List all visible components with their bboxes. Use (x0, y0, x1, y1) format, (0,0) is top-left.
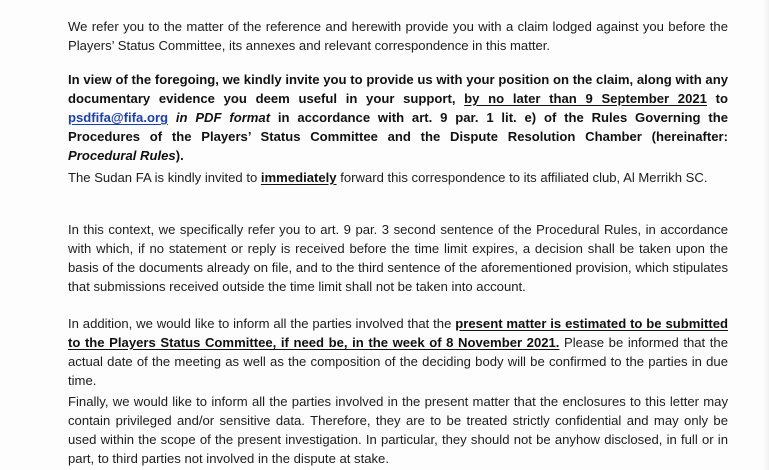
paragraph-procedural-rules-text: In this context, we specifically refer you to art. 9 par. 3 second sentence of the Procedural Rules, in accordance with which, if no statement or reply is received before the time limit expires, a decision shall be taken upon the basis of the documents already on file, and to the third sentence of the aforementioned provision, which stipulates that submissions received outside the time limit shall not be taken into account. (68, 222, 728, 294)
paragraph-confidentiality (68, 392, 728, 468)
paragraph-procedural-rules (68, 220, 728, 296)
invitation-intro: In view of the foregoing, we kindly invite you to provide us with your position on the claim, along with any documentary evidence you deem useful in your support, (68, 72, 728, 106)
immediately-text: immediately (260, 170, 337, 185)
invitation-rules: in accordance with art. 9 par. 1 lit. e) of the Rules Governing the Procedures of the Players’ Status Committee and the Dispute Resolution Chamber (hereinafter: (68, 110, 728, 144)
sudan-fa-before: The Sudan FA is kindly invited to (68, 170, 261, 185)
deadline-text: by no later than 9 September 2021 (464, 91, 707, 106)
paragraph-submission-estimate (68, 314, 728, 390)
paragraph-claim-reference-text: We refer you to the matter of the reference and herewith provide you with a claim lodged against you before the Players’ Status Committee, its annexes and relevant correspondence in this matter. (68, 19, 728, 53)
invitation-in: in (168, 110, 196, 125)
paragraph-sudan-fa (68, 168, 728, 187)
pdf-format-text: PDF format (195, 110, 271, 125)
submission-date-text: present matter is estimated to be submitted to the Players Status Committee, if need be, in the week of 8 November 2021. (68, 316, 729, 350)
paragraph-confidentiality-text: Finally, we would like to inform all the parties involved in the present matter that the enclosures to this letter may contain privileged and/or sensitive data. Therefore, they are to be treated strictly confidential and may only be used within the scope of the present investigation. In particular, they should not be anyhow disclosed, in full or in part, to third parties not involved in the dispute at stake. (68, 394, 728, 466)
paragraph-claim-reference (68, 17, 728, 55)
invitation-close: ). (175, 148, 184, 163)
procedural-rules-text: Procedural Rules (68, 148, 176, 163)
submission-after: Please be informed that the actual date of the meeting as well as the composition of the deciding body will be confirmed to the parties in due time. (68, 335, 728, 388)
invitation-to: to (706, 91, 728, 106)
submission-before: In addition, we would like to inform all the parties involved that the (68, 316, 456, 331)
paragraph-invitation (68, 70, 728, 165)
email-link[interactable]: psdfifa@fifa.org (68, 110, 169, 125)
page-edge-shadow (763, 0, 769, 470)
sudan-fa-after: forward this correspondence to its affiliated club, Al Merrikh SC. (336, 170, 708, 185)
